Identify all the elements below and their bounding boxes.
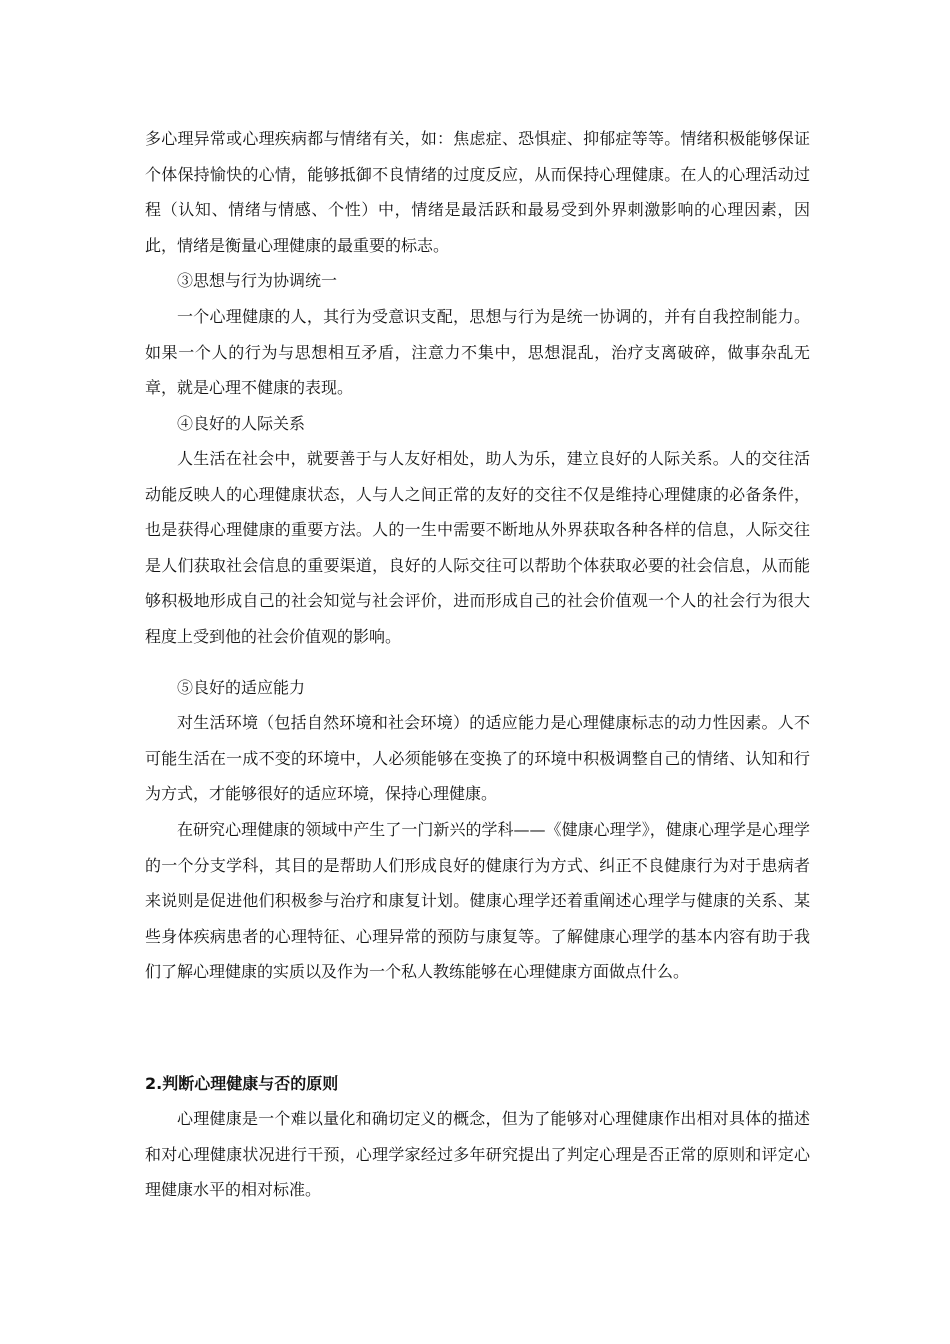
item-heading-interpersonal: ④良好的人际关系	[177, 414, 306, 433]
paragraph-principles: 心理健康是一个难以量化和确切定义的概念，但为了能够对心理健康作出相对具体的描述和对心理健康状况进行干预，心理学家经过多年研究提出了判定心理是否正常的原则和评定心理健康水平的相对标准。	[145, 1109, 810, 1199]
section-heading-principles: 2.判断心理健康与否的原则	[145, 1074, 339, 1093]
paragraph-thought-behavior: 一个心理健康的人，其行为受意识支配，思想与行为是统一协调的，并有自我控制能力。如果一个人的行为与思想相互矛盾，注意力不集中，思想混乱，治疗支离破碎，做事杂乱无章，就是心理不健康的表现。	[145, 307, 810, 397]
paragraph-emotion-continuation: 多心理异常或心理疾病都与情绪有关，如：焦虑症、恐惧症、抑郁症等等。情绪积极能够保证个体保持愉快的心情，能够抵御不良情绪的过度反应，从而保持心理健康。在人的心理活动过程（认知、情绪与情感、个性）中，情绪是最活跃和最易受到外界刺激影响的心理因素，因此，情绪是衡量心理健康的最重要的标志。	[145, 129, 810, 255]
item-heading-adaptation: ⑤良好的适应能力	[177, 678, 306, 697]
paragraph-adaptation: 对生活环境（包括自然环境和社会环境）的适应能力是心理健康标志的动力性因素。人不可能生活在一成不变的环境中，人必须能够在变换了的环境中积极调整自己的情绪、认知和行为方式，才能够很好的适应环境，保持心理健康。	[145, 713, 810, 803]
item-heading-thought-behavior: ③思想与行为协调统一	[177, 271, 338, 290]
paragraph-interpersonal: 人生活在社会中，就要善于与人友好相处，助人为乐，建立良好的人际关系。人的交往活动能反映人的心理健康状态，人与人之间正常的友好的交往不仅是维持心理健康的必备条件，也是获得心理健康的重要方法。人的一生中需要不断地从外界获取各种各样的信息，人际交往是人们获取社会信息的重要渠道，良好的人际交往可以帮助个体获取必要的社会信息，从而能够积极地形成自己的社会知觉与社会评价，进而形成自己的社会价值观一个人的社会行为很大程度上受到他的社会价值观的影响。	[145, 449, 810, 646]
paragraph-health-psychology: 在研究心理健康的领域中产生了一门新兴的学科——《健康心理学》，健康心理学是心理学的一个分支学科，其目的是帮助人们形成良好的健康行为方式、纠正不良健康行为对于患病者来说则是促进他们积极参与治疗和康复计划。健康心理学还着重阐述心理学与健康的关系、某些身体疾病患者的心理特征、心理异常的预防与康复等。了解健康心理学的基本内容有助于我们了解心理健康的实质以及作为一个私人教练能够在心理健康方面做点什么。	[145, 820, 810, 981]
